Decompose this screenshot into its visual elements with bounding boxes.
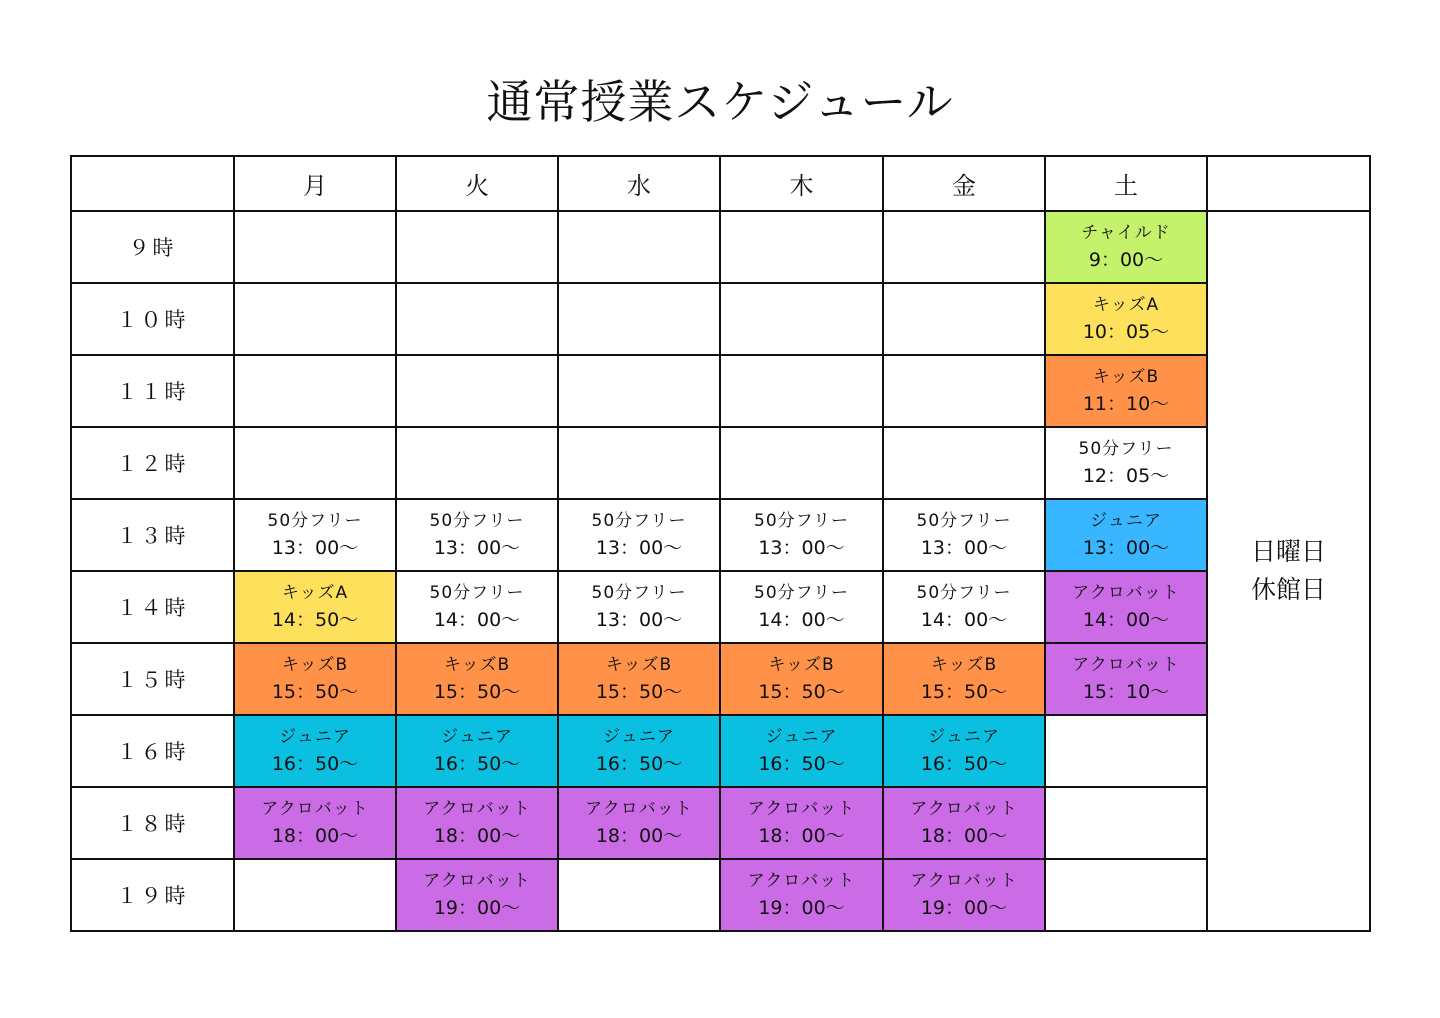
class-start-time: 15：50〜 (920, 681, 1008, 703)
class-start-time: 13：00〜 (595, 537, 683, 559)
empty-cell-thu (720, 211, 883, 283)
class-cell-tue (396, 643, 558, 715)
class-cell-sat (1045, 355, 1207, 427)
class-cell-mon (234, 499, 396, 571)
class-cell-wed (558, 643, 720, 715)
empty-cell-tue (396, 211, 558, 283)
hour-label: １９時 (71, 859, 234, 931)
class-start-time: 14：00〜 (433, 609, 521, 631)
class-name: キッズA (281, 583, 349, 603)
class-cell-fri (883, 571, 1045, 643)
class-name: ジュニア (603, 727, 675, 747)
empty-cell-wed (558, 355, 720, 427)
class-name: チャイルド (1081, 223, 1171, 243)
hour-label: １３時 (71, 499, 234, 571)
class-cell-fri (883, 859, 1045, 931)
class-start-time: 16：50〜 (758, 753, 845, 775)
schedule-row (71, 283, 1370, 355)
class-name: ジュニア (928, 727, 1000, 747)
class-name: キッズB (443, 655, 511, 675)
class-name: アクロバット (747, 799, 856, 819)
hour-label: １５時 (71, 643, 234, 715)
class-cell-thu (720, 571, 883, 643)
class-name: キッズB (281, 655, 349, 675)
class-name: アクロバット (1072, 655, 1180, 675)
class-cell-mon (234, 571, 396, 643)
day-header-sat: 土 (1045, 156, 1207, 211)
day-header-fri: 金 (883, 156, 1045, 211)
class-name: ジュニア (765, 727, 838, 747)
empty-cell-mon (234, 427, 396, 499)
empty-cell-fri (883, 211, 1045, 283)
class-name: 50分フリー (429, 583, 525, 603)
day-header-tue: 火 (396, 156, 558, 211)
class-cell-thu (720, 643, 883, 715)
class-cell-sat (1045, 427, 1207, 499)
empty-cell-fri (883, 355, 1045, 427)
class-name: アクロバット (747, 871, 856, 891)
class-start-time: 14：00〜 (758, 609, 845, 631)
empty-cell-thu (720, 427, 883, 499)
class-name: 50分フリー (754, 583, 849, 603)
class-name: アクロバット (261, 799, 369, 819)
class-start-time: 16：50〜 (271, 753, 359, 775)
class-cell-wed (558, 787, 720, 859)
class-cell-mon (234, 787, 396, 859)
class-name: ジュニア (441, 727, 513, 747)
day-header-thu: 木 (720, 156, 883, 211)
empty-cell-mon (234, 859, 396, 931)
day-header-wed: 水 (558, 156, 720, 211)
empty-cell-thu (720, 355, 883, 427)
sunday-closed-cell (1207, 211, 1370, 931)
class-cell-sat (1045, 283, 1207, 355)
closed-day-label: 日曜日 (1250, 537, 1326, 566)
class-start-time: 11：10〜 (1082, 393, 1170, 415)
class-name: アクロバット (585, 799, 693, 819)
schedule-table (70, 155, 1371, 932)
class-cell-thu (720, 787, 883, 859)
class-name: キッズB (930, 655, 998, 675)
class-cell-fri (883, 715, 1045, 787)
class-start-time: 13：00〜 (595, 609, 683, 631)
class-name: 50分フリー (267, 511, 363, 531)
class-name: アクロバット (423, 871, 531, 891)
empty-cell-thu (720, 283, 883, 355)
class-name: 50分フリー (591, 511, 687, 531)
class-start-time: 13：00〜 (758, 537, 845, 559)
class-cell-fri (883, 787, 1045, 859)
class-cell-thu (720, 859, 883, 931)
class-name: 50分フリー (916, 511, 1012, 531)
class-name: ジュニア (279, 727, 351, 747)
class-start-time: 13：00〜 (1082, 537, 1170, 559)
class-cell-thu (720, 499, 883, 571)
class-start-time: 14：00〜 (920, 609, 1008, 631)
class-cell-wed (558, 715, 720, 787)
class-name: 50分フリー (429, 511, 525, 531)
class-cell-tue (396, 715, 558, 787)
class-start-time: 16：50〜 (595, 753, 683, 775)
class-start-time: 16：50〜 (920, 753, 1008, 775)
class-name: 50分フリー (591, 583, 687, 603)
schedule-row (71, 211, 1370, 283)
empty-cell-tue (396, 283, 558, 355)
class-start-time: 15：50〜 (595, 681, 683, 703)
empty-cell-sat (1045, 787, 1207, 859)
class-start-time: 13：00〜 (271, 537, 359, 559)
class-start-time: 13：00〜 (920, 537, 1008, 559)
empty-cell-wed (558, 859, 720, 931)
header-corner-cell (71, 156, 234, 211)
class-cell-mon (234, 643, 396, 715)
class-start-time: 18：00〜 (920, 825, 1008, 847)
class-start-time: 12：05〜 (1082, 465, 1170, 487)
schedule-row (71, 499, 1370, 571)
class-cell-wed (558, 499, 720, 571)
class-cell-sat (1045, 499, 1207, 571)
class-start-time: 13：00〜 (433, 537, 521, 559)
class-name: キッズA (1092, 295, 1160, 315)
class-cell-thu (720, 715, 883, 787)
class-cell-fri (883, 643, 1045, 715)
class-start-time: 19：00〜 (758, 897, 845, 919)
closed-note-label: 休館日 (1250, 575, 1326, 604)
schedule-row (71, 787, 1370, 859)
schedule-row (71, 427, 1370, 499)
header-sunday-cell (1207, 156, 1370, 211)
schedule-row (71, 643, 1370, 715)
class-name: ジュニア (1090, 511, 1162, 531)
empty-cell-wed (558, 283, 720, 355)
schedule-row (71, 571, 1370, 643)
class-start-time: 14：00〜 (1082, 609, 1170, 631)
class-start-time: 18：00〜 (271, 825, 359, 847)
empty-cell-sat (1045, 859, 1207, 931)
class-cell-sat (1045, 211, 1207, 283)
class-start-time: 15：50〜 (758, 681, 845, 703)
class-name: 50分フリー (1078, 439, 1174, 459)
schedule-row (71, 355, 1370, 427)
header-row (71, 156, 1370, 211)
empty-cell-mon (234, 211, 396, 283)
class-start-time: 15：50〜 (271, 681, 359, 703)
empty-cell-tue (396, 355, 558, 427)
schedule-row (71, 715, 1370, 787)
class-cell-mon (234, 715, 396, 787)
class-cell-sat (1045, 643, 1207, 715)
day-header-mon: 月 (234, 156, 396, 211)
class-cell-tue (396, 787, 558, 859)
hour-label: １０時 (71, 283, 234, 355)
empty-cell-tue (396, 427, 558, 499)
class-name: アクロバット (1072, 583, 1180, 603)
class-start-time: 18：00〜 (595, 825, 683, 847)
class-cell-sat (1045, 571, 1207, 643)
class-cell-tue (396, 499, 558, 571)
class-start-time: 10：05〜 (1082, 321, 1170, 343)
class-start-time: 16：50〜 (433, 753, 521, 775)
empty-cell-mon (234, 355, 396, 427)
class-name: アクロバット (910, 871, 1018, 891)
class-name: キッズB (768, 655, 835, 675)
class-cell-tue (396, 571, 558, 643)
empty-cell-fri (883, 427, 1045, 499)
hour-label: １２時 (71, 427, 234, 499)
class-name: 50分フリー (916, 583, 1012, 603)
class-start-time: 15：50〜 (433, 681, 521, 703)
empty-cell-fri (883, 283, 1045, 355)
empty-cell-mon (234, 283, 396, 355)
class-start-time: 14：50〜 (271, 609, 359, 631)
hour-label: １８時 (71, 787, 234, 859)
class-start-time: 19：00〜 (433, 897, 521, 919)
empty-cell-sat (1045, 715, 1207, 787)
class-start-time: 18：00〜 (758, 825, 845, 847)
hour-label: １４時 (71, 571, 234, 643)
class-name: アクロバット (910, 799, 1018, 819)
hour-label: ９時 (71, 211, 234, 283)
class-name: キッズB (1092, 367, 1160, 387)
class-name: アクロバット (423, 799, 531, 819)
empty-cell-wed (558, 211, 720, 283)
empty-cell-wed (558, 427, 720, 499)
class-start-time: 9：00〜 (1088, 249, 1164, 271)
page-title: 通常授業スケジュール (486, 75, 954, 129)
class-start-time: 18：00〜 (433, 825, 521, 847)
schedule-row (71, 859, 1370, 931)
hour-label: １１時 (71, 355, 234, 427)
class-cell-fri (883, 499, 1045, 571)
class-start-time: 19：00〜 (920, 897, 1008, 919)
class-name: キッズB (605, 655, 673, 675)
class-cell-tue (396, 859, 558, 931)
class-start-time: 15：10〜 (1082, 681, 1170, 703)
hour-label: １６時 (71, 715, 234, 787)
class-cell-wed (558, 571, 720, 643)
class-name: 50分フリー (754, 511, 849, 531)
schedule-body (71, 211, 1370, 931)
